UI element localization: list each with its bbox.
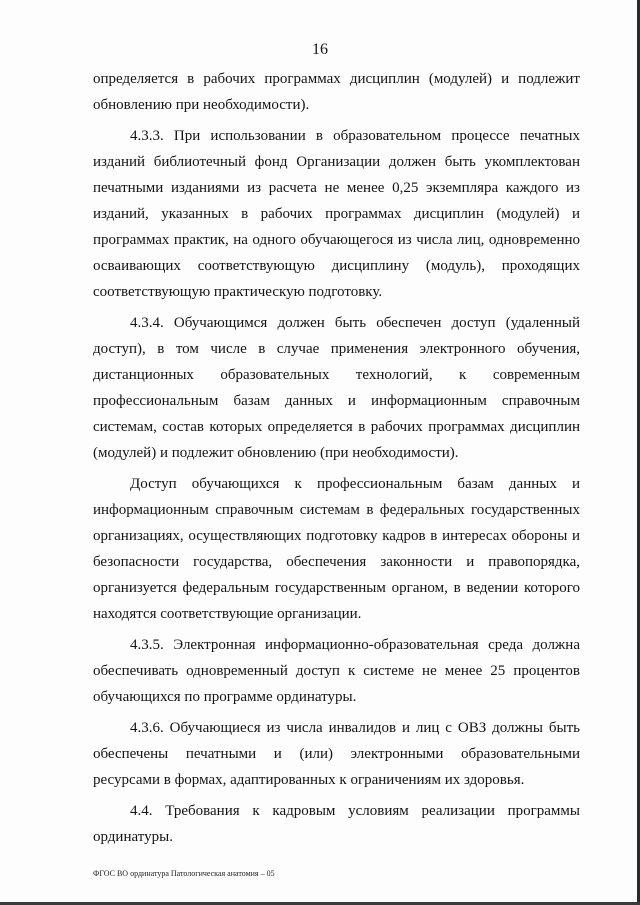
- paragraph-4-4: 4.4. Требования к кадровым условиям реализации программы ординатуры.: [93, 803, 580, 845]
- paragraph-4-3-4: 4.3.4. Обучающимся должен быть обеспечен доступ (удаленный доступ), в том числе в случае применения электронного обучения, дистанционных образовательных технологий, к современным профессиональным базам данных и информационным справочным системам, состав которых определяется в рабочих программах дисциплин (модулей) и подлежит обновлению (при необходимости).: [93, 315, 580, 461]
- paragraph-access: Доступ обучающихся к профессиональным базам данных и информационным справочным системам в федеральных государственных организациях, осуществляющих подготовку кадров в интересах обороны и безопасности государства, обеспечения законности и правопорядка, организуется федеральным государственным органом, в ведении которого находятся соответствующие организации.: [93, 476, 580, 622]
- paragraph-4-3-5: 4.3.5. Электронная информационно-образовательная среда должна обеспечивать одновременный доступ к системе не менее 25 процентов обучающихся по программе ординатуры.: [93, 637, 580, 705]
- paragraph-continuation: определяется в рабочих программах дисциплин (модулей) и подлежит обновлению при необходимости).: [93, 71, 580, 113]
- page-number: 16: [312, 41, 328, 58]
- body-text: [93, 66, 580, 855]
- paragraph-4-3-6: 4.3.6. Обучающиеся из числа инвалидов и лиц с ОВЗ должны быть обеспечены печатными и (или) электронными образовательными ресурсами в формах, адаптированных к ограничениям их здоровья.: [93, 720, 580, 788]
- paragraph-4-3-3: 4.3.3. При использовании в образовательном процессе печатных изданий библиотечный фонд Организации должен быть укомплектован печатными изданиями из расчета не менее 0,25 экземпляра каждого из изданий, указанных в рабочих программах дисциплин (модулей) и программах практик, на одного обучающегося из числа лиц, одновременно осваивающих соответствующую дисциплину (модуль), проходящих соответствующую практическую подготовку.: [93, 128, 580, 300]
- page-footer: ФГОС ВО ординатура Патологическая анатомия – 05: [93, 869, 275, 878]
